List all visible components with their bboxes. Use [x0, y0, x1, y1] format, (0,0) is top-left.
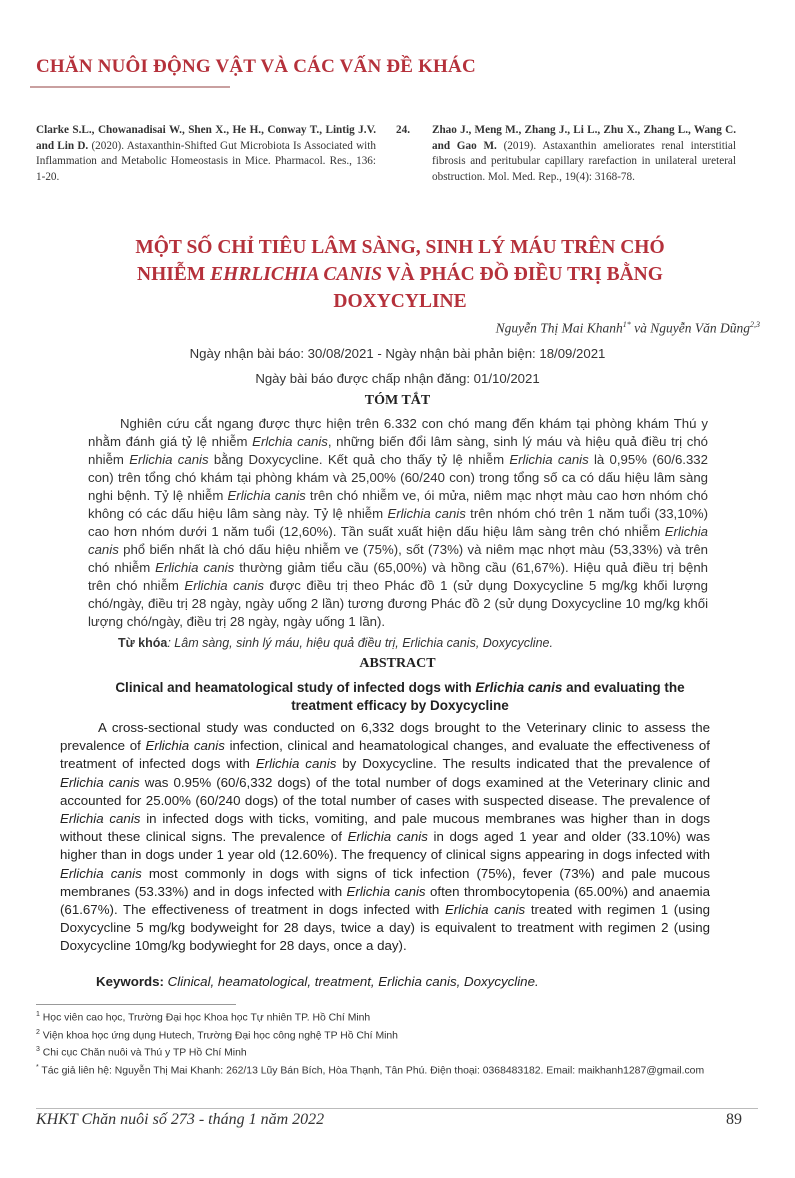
keywords-label: Từ khóa	[118, 636, 168, 650]
page-number: 89	[726, 1111, 742, 1128]
title-line: NHIỄM EHRLICHIA CANIS VÀ PHÁC ĐỒ ĐIỀU TRỊ BẰNG	[137, 264, 663, 285]
accepted-date: Ngày bài báo được chấp nhận đăng: 01/10/2021	[255, 371, 540, 386]
title-species: EHRLICHIA CANIS	[210, 264, 382, 285]
journal-footer: KHKT Chăn nuôi số 273 - tháng 1 năm 2022	[36, 1111, 325, 1128]
footnote: $^1$ Học viên cao học, Trường Đại học Khoa học Tự nhiên TP. Hồ Chí Minh	[36, 1011, 371, 1024]
author-name: Nguyễn Văn Dũng	[650, 320, 750, 336]
reference-text: (2020). Astaxanthin-Shifted Gut Microbiota Is Associated with Inflammation and Metabolic Homeostasis in Mice. Pharmacol. Res., 136: 1-20.	[36, 139, 376, 183]
journal-section-header: CHĂN NUÔI ĐỘNG VẬT VÀ CÁC VẤN ĐỀ KHÁC	[36, 56, 476, 77]
author-name: Nguyễn Thị Mai Khanh	[495, 320, 623, 336]
keywords-vietnamese	[118, 636, 718, 650]
footnote: $^2$ Viện khoa học ứng dụng Hutech, Trường Đại học công nghệ TP Hồ Chí Minh	[36, 1028, 398, 1042]
header-divider	[30, 86, 230, 88]
keywords-label: Keywords:	[96, 974, 164, 989]
summary-heading: TÓM TẮT	[364, 393, 431, 408]
author-line: Nguyễn Thị Mai Khanh$^{1*}$ và Nguyễn Văn Dũng$^{2,3}$	[495, 320, 760, 336]
footer-divider	[36, 1108, 758, 1109]
title-line: DOXYCYLINE	[333, 291, 467, 312]
footnote: $^3$ Chi cục Chăn nuôi và Thú y TP Hồ Chí Minh	[36, 1046, 247, 1059]
footnotes	[36, 1008, 758, 1079]
keywords-english	[96, 974, 716, 989]
reference-item	[396, 123, 736, 185]
reference-item	[36, 123, 376, 185]
footnote-divider	[36, 1004, 236, 1005]
keywords-text: Clinical, heamatological, treatment, Erlichia canis, Doxycycline.	[163, 974, 539, 989]
abstract-heading: ABSTRACT	[359, 656, 436, 671]
reference-text: (2019). Astaxanthin ameliorates renal interstitial fibrosis and peritubular capillary rarefaction in unilateral ureteral obstruction. Mol. Med. Rep., 19(4): 3168-78.	[432, 139, 736, 183]
reference-authors: Clarke S.L., Chowanadisai W., Shen X., He H., Conway T., Lintig J.V. and Lin D.	[36, 124, 376, 152]
author-affiliation: 2,3	[750, 320, 760, 329]
keywords-text: : Lâm sàng, sinh lý máu, hiệu quả điều trị, Erlichia canis, Doxycycline.	[167, 636, 553, 650]
title-line: MỘT SỐ CHỈ TIÊU LÂM SÀNG, SINH LÝ MÁU TRÊN CHÓ	[135, 237, 665, 258]
reference-number: 24.	[396, 124, 410, 136]
summary-vietnamese: Nghiên cứu cắt ngang được thực hiện trên 6.332 con chó mang đến khám tại phòng khám Thú y nhằm đánh giá tỷ lệ nhiễm Erlchia canis, những biến đổi lâm sàng, sinh lý máu và hiệu quả điều trị chó nhiễm Erlichia canis bằng Doxycycline. Kết quả cho thấy tỷ lệ nhiễm Erlichia canis là 0,95% (60/6.332 con) trên tổng chó khám tại phòng khám và 25,00% (60/240 con) trong tổng số ca có dấu hiệu lâm sàng nghi bệnh. Tỷ lệ nhiễm Erlichia canis trên chó nhiễm ve, ói mửa, niêm mạc nhợt màu cao hơn nhóm chó không có các dấu hiệu lâm sàng này. Tỷ lệ nhiễm Erlichia canis trên nhóm chó trên 1 năm tuổi (33,10%) cao hơn nhóm dưới 1 năm tuổi (12,60%). Tần suất xuất hiện dấu hiệu lâm sàng trên chó nhiễm Erlichia canis phổ biến nhất là chó dấu hiệu nhiễm ve (75%), sốt (73%) và niêm mạc nhợt màu (53,33%) và trên chó nhiễm Erlichia canis thường giảm tiểu cầu (65,00%) và hồng cầu (61,67%). Hiệu quả điều trị bệnh trên chó nhiễm Erlichia canis được điều trị theo Phác đồ 1 (sử dụng Doxycycline 5 mg/kg khối lượng chó/ngày, điều trị 28 ngày, ngày uống 2 lần) tương đương Phác đồ 2 (sử dụng Doxycycline 10 mg/kg khối lượng chó/ngày, điều trị 28 ngày, ngày uống 1 lần).	[88, 416, 708, 629]
footnote: * Tác giả liên hệ: Nguyễn Thị Mai Khanh: 262/13 Lũy Bán Bích, Hòa Thạnh, Tân Phú. Điện thoại: 0368483182. Email: maikhanh1287@gmail.com	[36, 1064, 705, 1077]
author-affiliation: 1*	[622, 320, 631, 329]
reference-authors: Zhao J., Meng M., Zhang J., Li L., Zhu X., Zhang L., Wang C. and Gao M.	[432, 124, 736, 152]
abstract-english: A cross-sectional study was conducted on 6,332 dogs brought to the Veterinary clinic to assess the prevalence of Erlichia canis infection, clinical and heamatological changes, and evaluate the effectiveness of treatment of infected dogs with Erlichia canis by Doxycycline. The results indicated that the prevalence of Erlichia canis was 0.95% (60/6,332 dogs) of the total number of dogs examined at the Veterinary clinic and accounted for 25.00% (60/240 dogs) of the total number of cases with suspected disease. The prevalence of Erlichia canis in infected dogs with ticks, vomiting, and pale mucous membranes was higher than in dogs without these clinical signs. The prevalence of Erlichia canis in dogs aged 1 year and older (33.10%) was higher than in dogs under 1 year old (12.60%). The frequency of clinical signs appearing in dogs infected with Erlichia canis most commonly in dogs with signs of tick infection (75%), fever (73%) and pale mucous membranes (53.33%) and in dogs infected with Erlichia canis often thrombocytopenia (65.00%) and anaemia (61.67%). The effectiveness of treatment in dogs infected with Erlichia canis treated with regimen 1 (using Doxycycline 5 mg/kg bodyweight for 28 days, twice a day) is equivalent to treatment with regimen 2 (using Doxycycline 10mg/kg bodywieght for 28 days, once a day).	[60, 720, 711, 954]
received-dates: Ngày nhận bài báo: 30/08/2021 - Ngày nhận bài phản biện: 18/09/2021	[189, 346, 606, 361]
english-title: Clinical and heamatological study of infected dogs with Erlichia canis and evaluating the treatment efficacy by Doxycycline	[115, 680, 685, 713]
article-title	[40, 234, 760, 315]
